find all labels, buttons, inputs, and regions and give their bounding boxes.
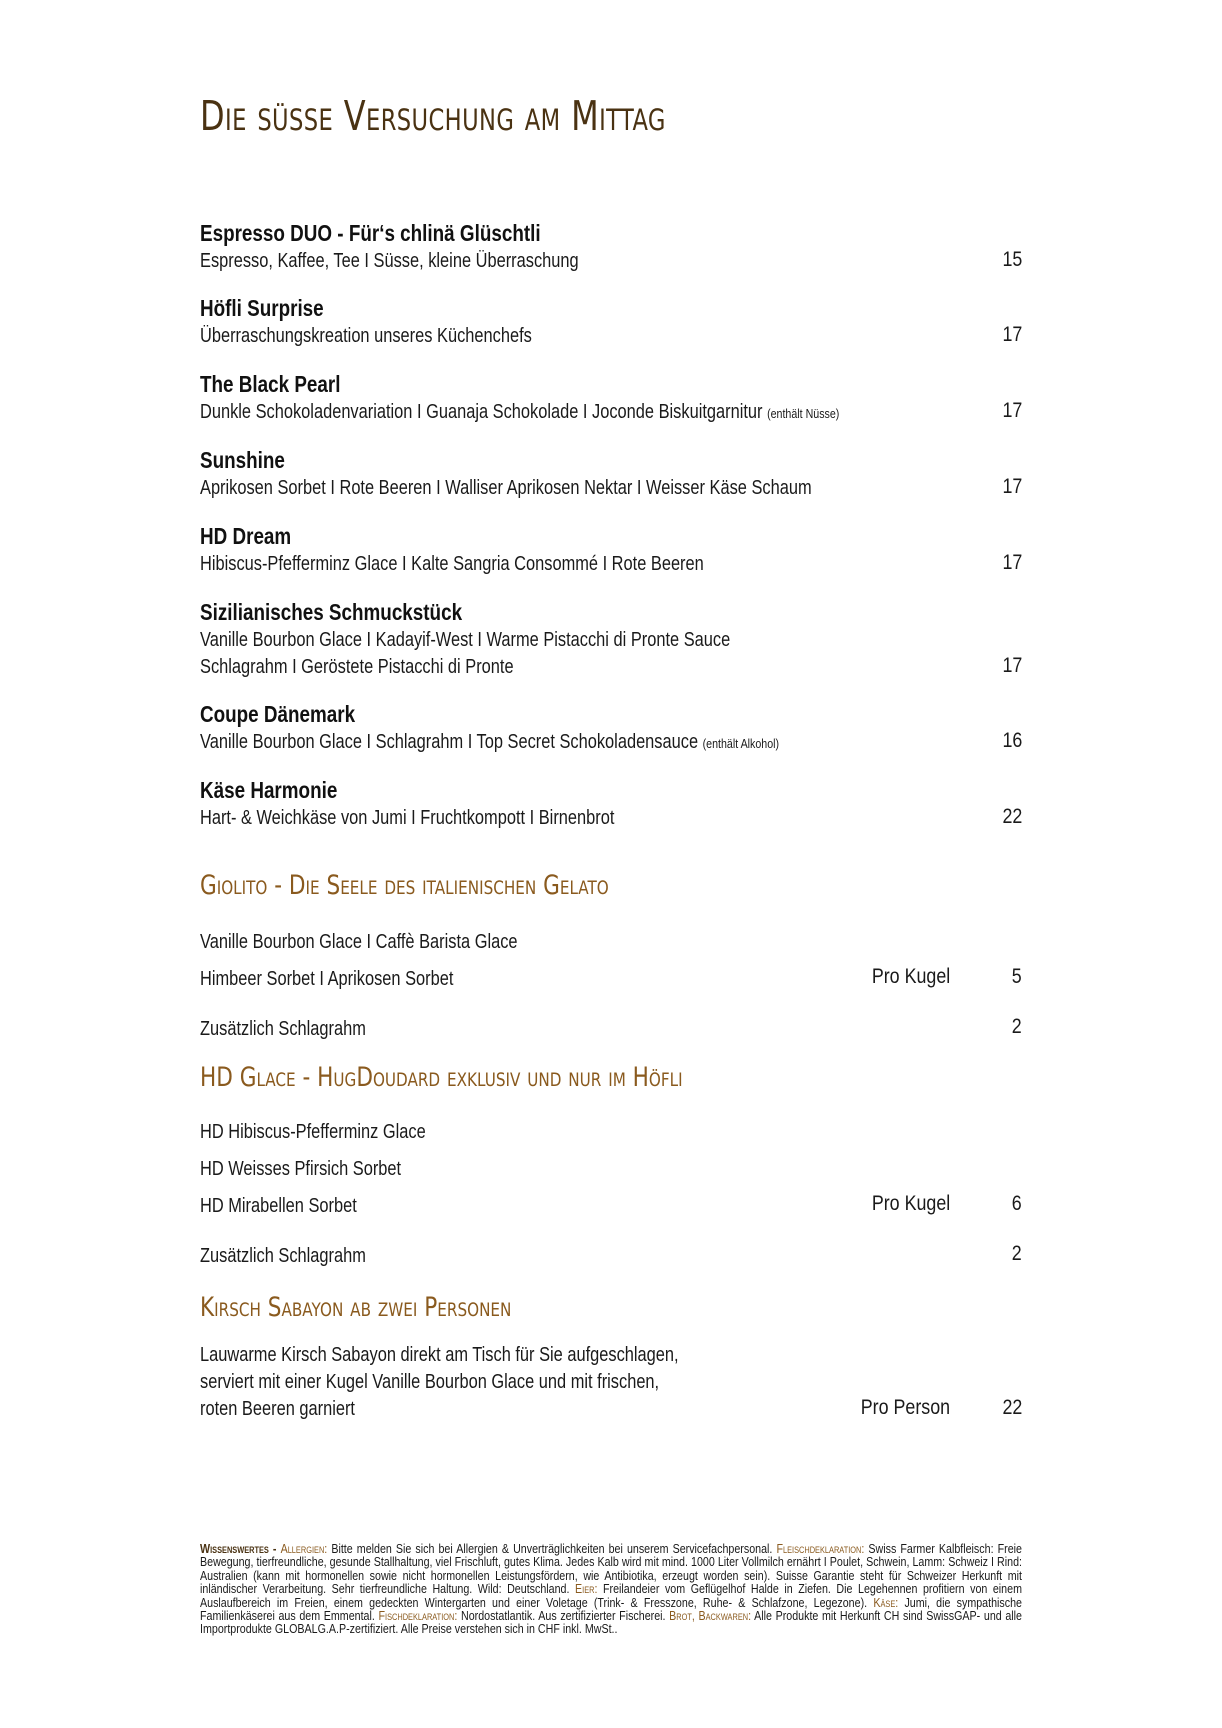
menu-item [200, 1342, 1022, 1423]
list-item [200, 928, 1022, 956]
footer-heading: Wissenswertes - [200, 1541, 277, 1556]
item-price: 15 [1002, 248, 1022, 271]
menu-item [200, 295, 1022, 350]
flavor-label: HD Weisses Pfirsich Sorbet [200, 1158, 402, 1180]
item-description-text: Vanille Bourbon Glace I Schlagrahm I Top Secret Schokoladensauce [200, 731, 699, 753]
footer-text: Jumi, die sympathische Familienkäserei aus dem Emmental. [200, 1594, 1022, 1624]
list-item [200, 1015, 1022, 1043]
item-name: Sizilianisches Schmuckstück [200, 599, 463, 625]
item-name: Höfli Surprise [200, 295, 324, 321]
list-item [200, 1192, 1022, 1220]
item-description [200, 729, 874, 756]
item-note: (enthält Nüsse) [767, 406, 840, 421]
list-item [200, 1155, 1022, 1183]
extra-label: Zusätzlich Schlagrahm [200, 1018, 366, 1040]
menu-item [200, 701, 1022, 756]
footer-text: Swiss Farmer Kalbfleisch: Freie Bewegung, tierfreundliche, gesunde Stallhaltung, viel Frischluft, gutes Klima. Jedes Kalb wird mit mind. 1000 Liter Vollmilch ernährt I Poulet, Schwein, Lamm: Schweiz I Rind: Australien (kann mit hormonellen sowie nicht hormonellen Leistungsfördern, wie Antibiotika, erzeugt worden sein). Suisse Garantie steht für Schweizer Herkunft mit inländischer Verarbeitung. Sehr tierfreundliche Haltung. Wild: Deutschland. [200, 1541, 1022, 1597]
item-name: Käse Harmonie [200, 777, 338, 803]
item-description: Espresso, Kaffee, Tee I Süsse, kleine Überraschung [200, 250, 579, 272]
item-description: Hart- & Weichkäse von Jumi I Fruchtkompott I Birnenbrot [200, 807, 615, 829]
footer-label: Brot, Backwaren: [669, 1608, 752, 1624]
footer-info [200, 1542, 1022, 1636]
list-item [200, 1242, 1022, 1270]
flavor-label: Vanille Bourbon Glace I Caffè Barista Glace [200, 931, 518, 953]
footer-text: Bitte melden Sie sich bei Allergien & Unverträglichkeiten bei unserem Servicefachpersonal. [331, 1541, 773, 1556]
item-description: Aprikosen Sorbet I Rote Beeren I Walliser Aprikosen Nektar I Weisser Käse Schaum [200, 477, 812, 499]
menu-page [200, 0, 1022, 1728]
item-description-text: Dunkle Schokoladenvariation I Guanaja Schokolade I Joconde Biskuitgarnitur [200, 401, 763, 423]
item-name: Espresso DUO - Für‘s chlinä Glüschtli [200, 220, 541, 246]
extra-price: 2 [1012, 1015, 1022, 1038]
footer-label: Fleischdeklaration: [776, 1541, 865, 1556]
section-title-giolito: Giolito - Die Seele des italienischen Gelato [200, 870, 609, 901]
item-description: Überraschungskreation unseres Küchenchefs [200, 325, 532, 347]
menu-item [200, 371, 1022, 426]
footer-label: Käse: [873, 1594, 899, 1610]
item-price: 16 [1002, 729, 1022, 752]
flavor-label: HD Hibiscus-Pfefferminz Glace [200, 1121, 426, 1143]
footer-label: Allergien: [280, 1541, 328, 1556]
item-name: The Black Pearl [200, 371, 341, 397]
item-description: Schlagrahm I Geröstete Pistacchi di Pronte [200, 656, 514, 678]
menu-item [200, 220, 1022, 275]
item-price: 5 [1012, 965, 1022, 988]
item-note: (enthält Alkohol) [702, 736, 780, 751]
item-description: roten Beeren garniert [200, 1398, 355, 1420]
item-price: 17 [1002, 654, 1022, 677]
section-title-kirsch: Kirsch Sabayon ab zwei Personen [200, 1292, 512, 1323]
item-price: 17 [1002, 399, 1022, 422]
menu-item [200, 777, 1022, 832]
list-item [200, 965, 1022, 993]
footer-text: Freilandeier vom Geflügelhof Halde in Ziefen. Die Legehennen profitiern von einem Auslaufbereich im Freien, einem gedeckten Wintergarten und einer Voletage (Trink- & Fresszone, Ruhe- & Schlafzone, Legezone). [200, 1581, 1022, 1610]
menu-item [200, 599, 1022, 681]
footer-label: Fischdeklaration: [378, 1608, 458, 1624]
flavor-label: HD Mirabellen Sorbet [200, 1195, 357, 1217]
item-price: 6 [1012, 1192, 1022, 1215]
section-title-hd-glace: HD Glace - HugDoudard exklusiv und nur im Höfli [200, 1062, 683, 1093]
footer-text: Nordostatlantik. Aus zertifizierter Fischerei. [460, 1608, 666, 1624]
item-description: serviert mit einer Kugel Vanille Bourbon Glace und mit frischen, [200, 1371, 660, 1393]
price-unit: Pro Kugel [871, 1192, 950, 1215]
item-description: Vanille Bourbon Glace I Kadayif-West I Warme Pistacchi di Pronte Sauce [200, 629, 731, 651]
price-unit: Pro Person [860, 1396, 950, 1419]
item-price: 22 [1002, 1396, 1022, 1419]
item-description: Hibiscus-Pfefferminz Glace I Kalte Sangria Consommé I Rote Beeren [200, 553, 704, 575]
footer-text: Alle Produkte mit Herkunft CH sind SwissGAP- und alle Importprodukte GLOBALG.A.P-zertifiziert. Alle Preise verstehen sich in CHF inkl. MwSt.. [200, 1608, 1022, 1637]
item-name: Coupe Dänemark [200, 701, 356, 727]
extra-price: 2 [1012, 1242, 1022, 1265]
item-price: 17 [1002, 551, 1022, 574]
page-title: Die süsse Versuchung am Mittag [200, 92, 666, 140]
footer-label: Eier: [575, 1581, 598, 1597]
price-unit: Pro Kugel [871, 965, 950, 988]
flavor-label: Himbeer Sorbet I Aprikosen Sorbet [200, 968, 454, 990]
list-item [200, 1118, 1022, 1146]
item-name: HD Dream [200, 523, 292, 549]
menu-item [200, 447, 1022, 502]
item-name: Sunshine [200, 447, 285, 473]
menu-item [200, 523, 1022, 578]
extra-label: Zusätzlich Schlagrahm [200, 1245, 366, 1267]
item-price: 17 [1002, 323, 1022, 346]
item-description [200, 399, 874, 426]
item-price: 17 [1002, 475, 1022, 498]
item-description: Lauwarme Kirsch Sabayon direkt am Tisch für Sie aufgeschlagen, [200, 1344, 679, 1366]
item-price: 22 [1002, 805, 1022, 828]
